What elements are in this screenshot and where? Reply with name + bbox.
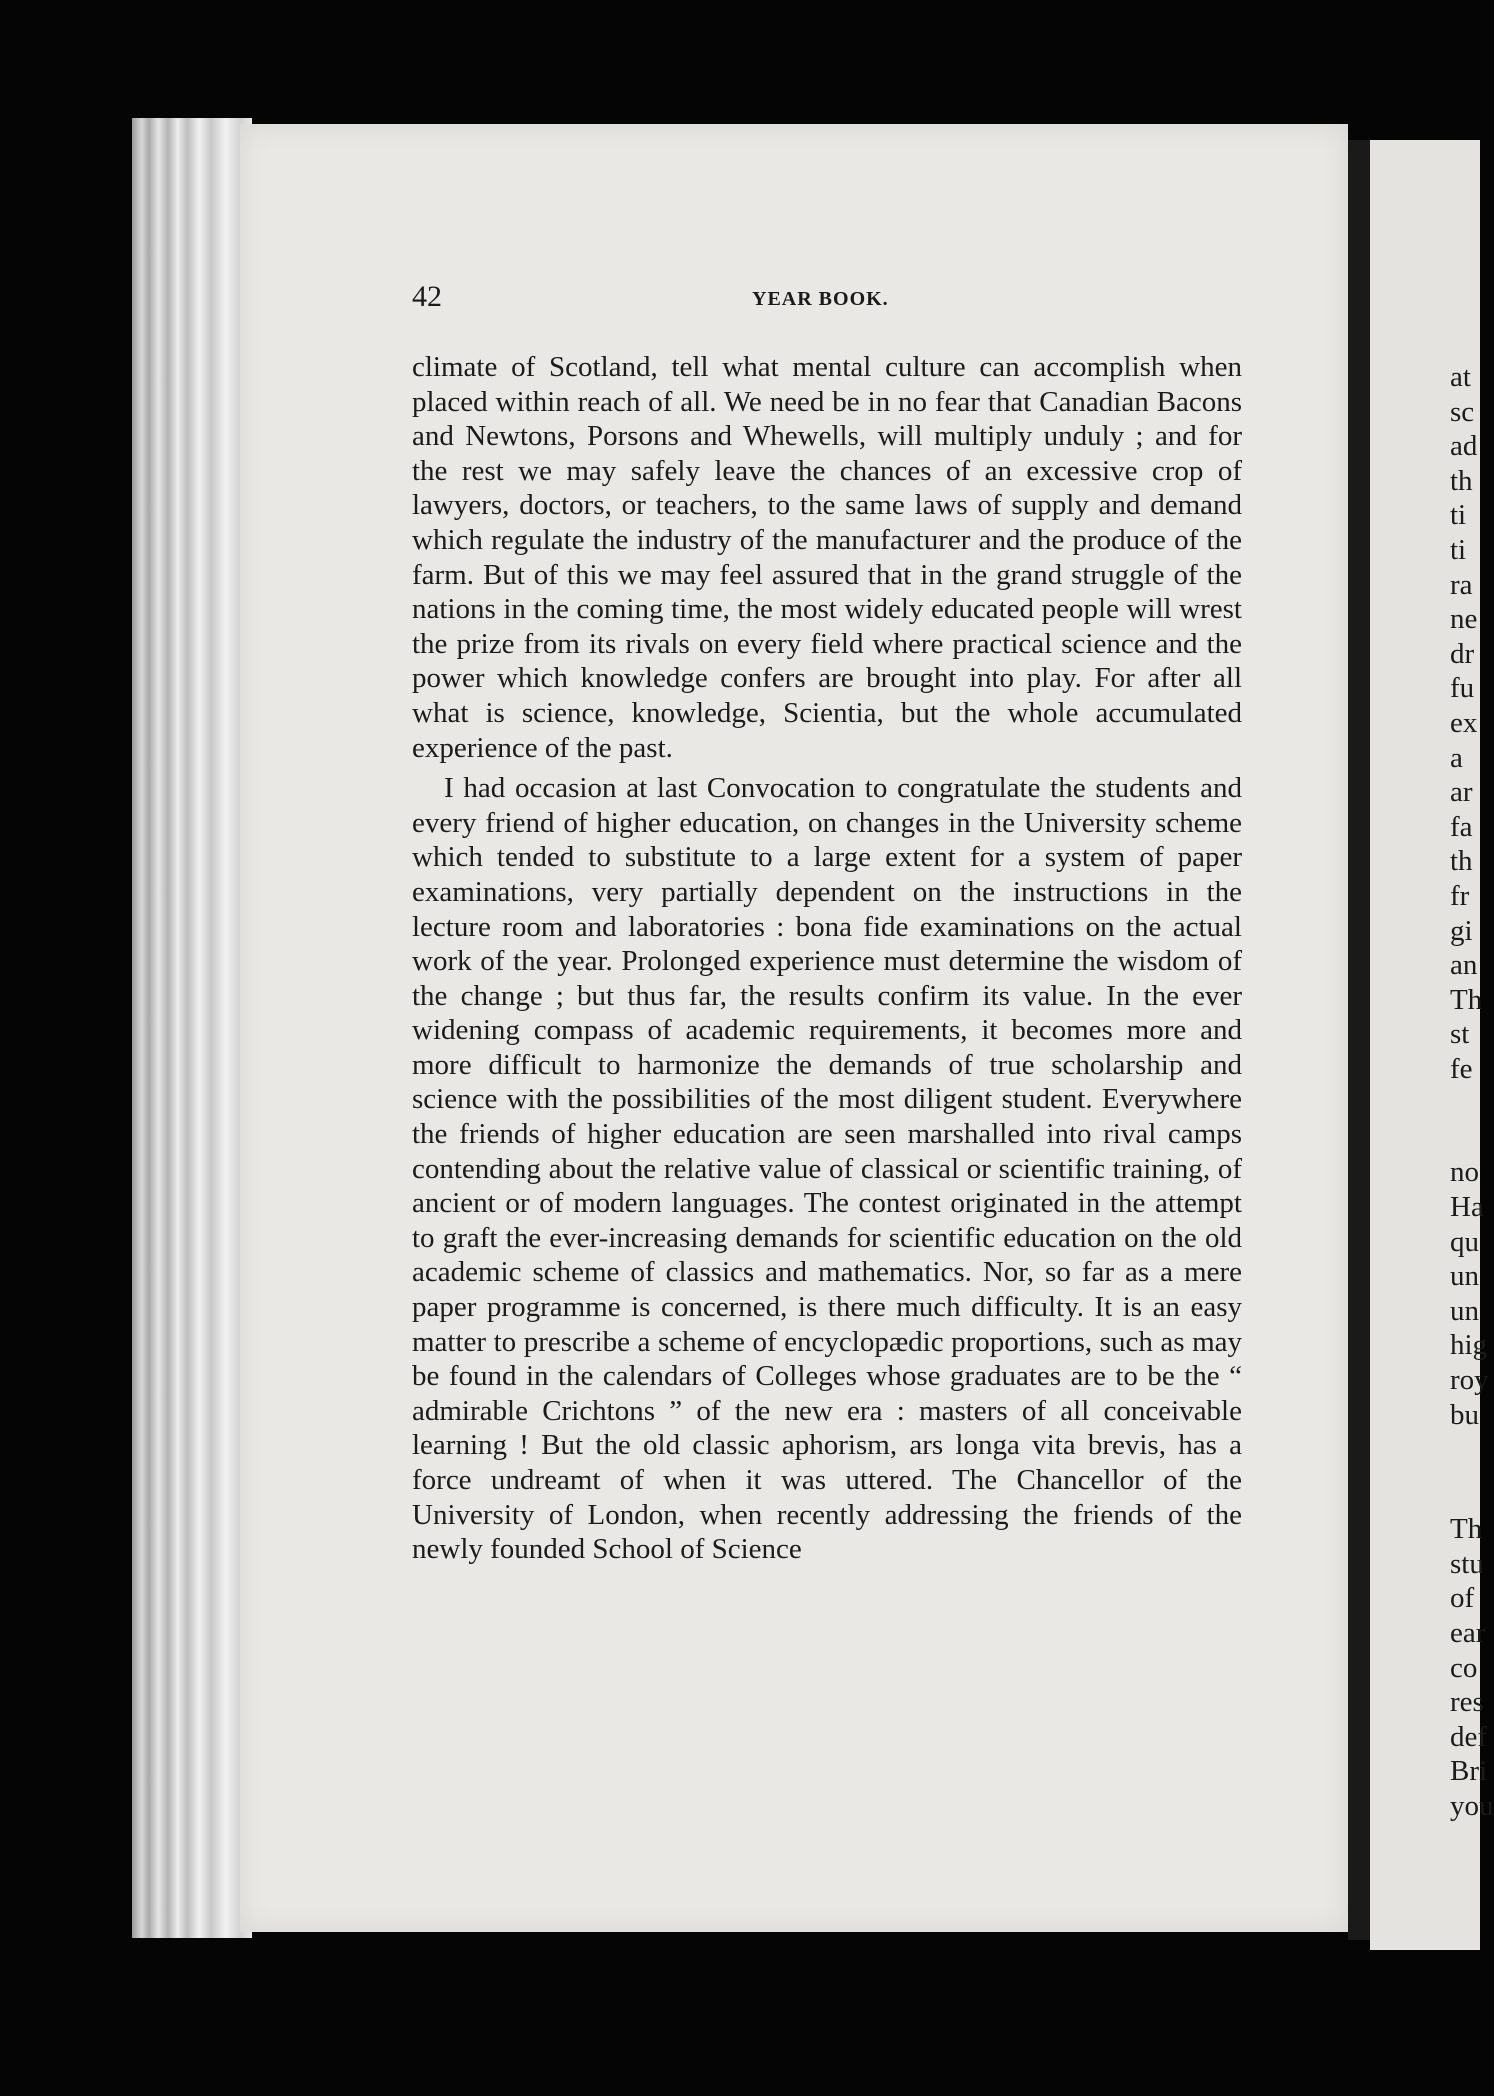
right-fragment: Th [1450, 983, 1483, 1016]
right-fragment: dr [1450, 637, 1475, 670]
right-fragment: stu [1450, 1547, 1484, 1580]
spacer [1450, 1432, 1490, 1512]
running-head [412, 280, 1242, 320]
page-number: 42 [412, 280, 442, 313]
right-fragment: Bri [1450, 1755, 1488, 1788]
right-fragment: qu [1450, 1225, 1479, 1258]
right-fragment: ti [1450, 533, 1467, 566]
right-fragment: fr [1450, 879, 1470, 912]
spacer [1450, 1086, 1490, 1155]
right-fragment: th [1450, 845, 1473, 878]
right-fragment: bu [1450, 1398, 1479, 1431]
right-fragment: co [1450, 1651, 1478, 1684]
right-fragment: ar [1450, 776, 1473, 809]
right-fragment: no [1450, 1156, 1479, 1189]
right-fragment: a [1450, 741, 1463, 774]
paragraph-2: I had occasion at last Convocation to congratulate the students and every friend of higher education, on changes in the University scheme which tended to substitute to a large extent for a system of paper examinations, very partially dependent on the instructions in the lecture room and laboratories : bona fide examinations on the actual work of the year. Prolonged experience must determine the wisdom of the change ; but thus far, the results confirm its value. In the ever widening compass of academic requirements, it becomes more and more difficult to harmonize the demands of true scholarship and science with the possibilities of the most diligent student. Everywhere the friends of higher education are seen marshalled into rival camps contending about the relative value of classical or scientific training, of ancient or of modern languages. The contest originated in the attempt to graft the ever-increasing demands for scientific education on the old academic scheme of classics and mathematics. Nor, so far as a mere paper programme is concerned, is there much difficulty. It is an easy matter to prescribe a scheme of encyclopædic proportions, such as may be found in the calendars of Colleges whose graduates are to be the “ admirable Crichtons ” of the new era : masters of all conceivable learning ! But the old classic aphorism, ars longa vita brevis, has a force undreamt of when it was uttered. The Chancellor of the University of London, when recently addressing the friends of the newly founded School of Science [412, 772, 1242, 1566]
right-fragment: at [1450, 361, 1471, 393]
right-fragment: roy [1450, 1364, 1489, 1397]
book-page-edges [132, 118, 252, 1938]
right-fragment: st [1450, 1018, 1470, 1051]
right-fragment: of [1450, 1582, 1475, 1615]
right-fragment: you [1450, 1789, 1494, 1822]
right-fragment: res [1450, 1686, 1484, 1719]
right-fragment: ra [1450, 568, 1473, 601]
right-fragment: def [1450, 1720, 1488, 1753]
right-fragment: fu [1450, 672, 1475, 705]
right-fragment: Ha [1450, 1191, 1484, 1224]
paragraph-1: climate of Scotland, tell what mental culture can accomplish when placed within reach of all. We need be in no fear that Canadian Bacons and Newtons, Porsons and Whewells, will multiply unduly ; and for the rest we may safely leave the chances of an excessive crop of lawyers, doctors, or teachers, to the same laws of supply and demand which regulate the industry of the manufacturer and the produce of the farm. But of this we may feel assured that in the grand struggle of the nations in the coming time, the most widely educated people will wrest the prize from its rivals on every field where practical science and the power which knowledge confers are brought into play. For after all what is science, knowledge, Scientia, but the whole accumulated experience of the past. [412, 351, 1242, 764]
right-fragment: ex [1450, 706, 1478, 739]
running-title: YEAR BOOK. [752, 288, 889, 310]
book-gutter [1348, 140, 1370, 1940]
body-text [412, 350, 1242, 1567]
right-fragment: ear [1450, 1617, 1486, 1649]
right-fragment: gi [1450, 914, 1473, 947]
right-fragment: fe [1450, 1052, 1473, 1085]
right-fragment: th [1450, 464, 1473, 497]
right-fragment: ad [1450, 430, 1478, 463]
right-fragment: un [1450, 1294, 1479, 1327]
right-fragment: Th [1450, 1513, 1483, 1546]
right-fragment: sc [1450, 395, 1475, 428]
right-fragment: hig [1450, 1329, 1488, 1362]
right-fragment: an [1450, 949, 1478, 982]
right-fragment: ti [1450, 499, 1467, 532]
right-fragment: ne [1450, 603, 1478, 636]
right-page-text-fragments [1450, 360, 1494, 1824]
right-fragment: un [1450, 1260, 1479, 1293]
right-fragment: fa [1450, 810, 1473, 843]
